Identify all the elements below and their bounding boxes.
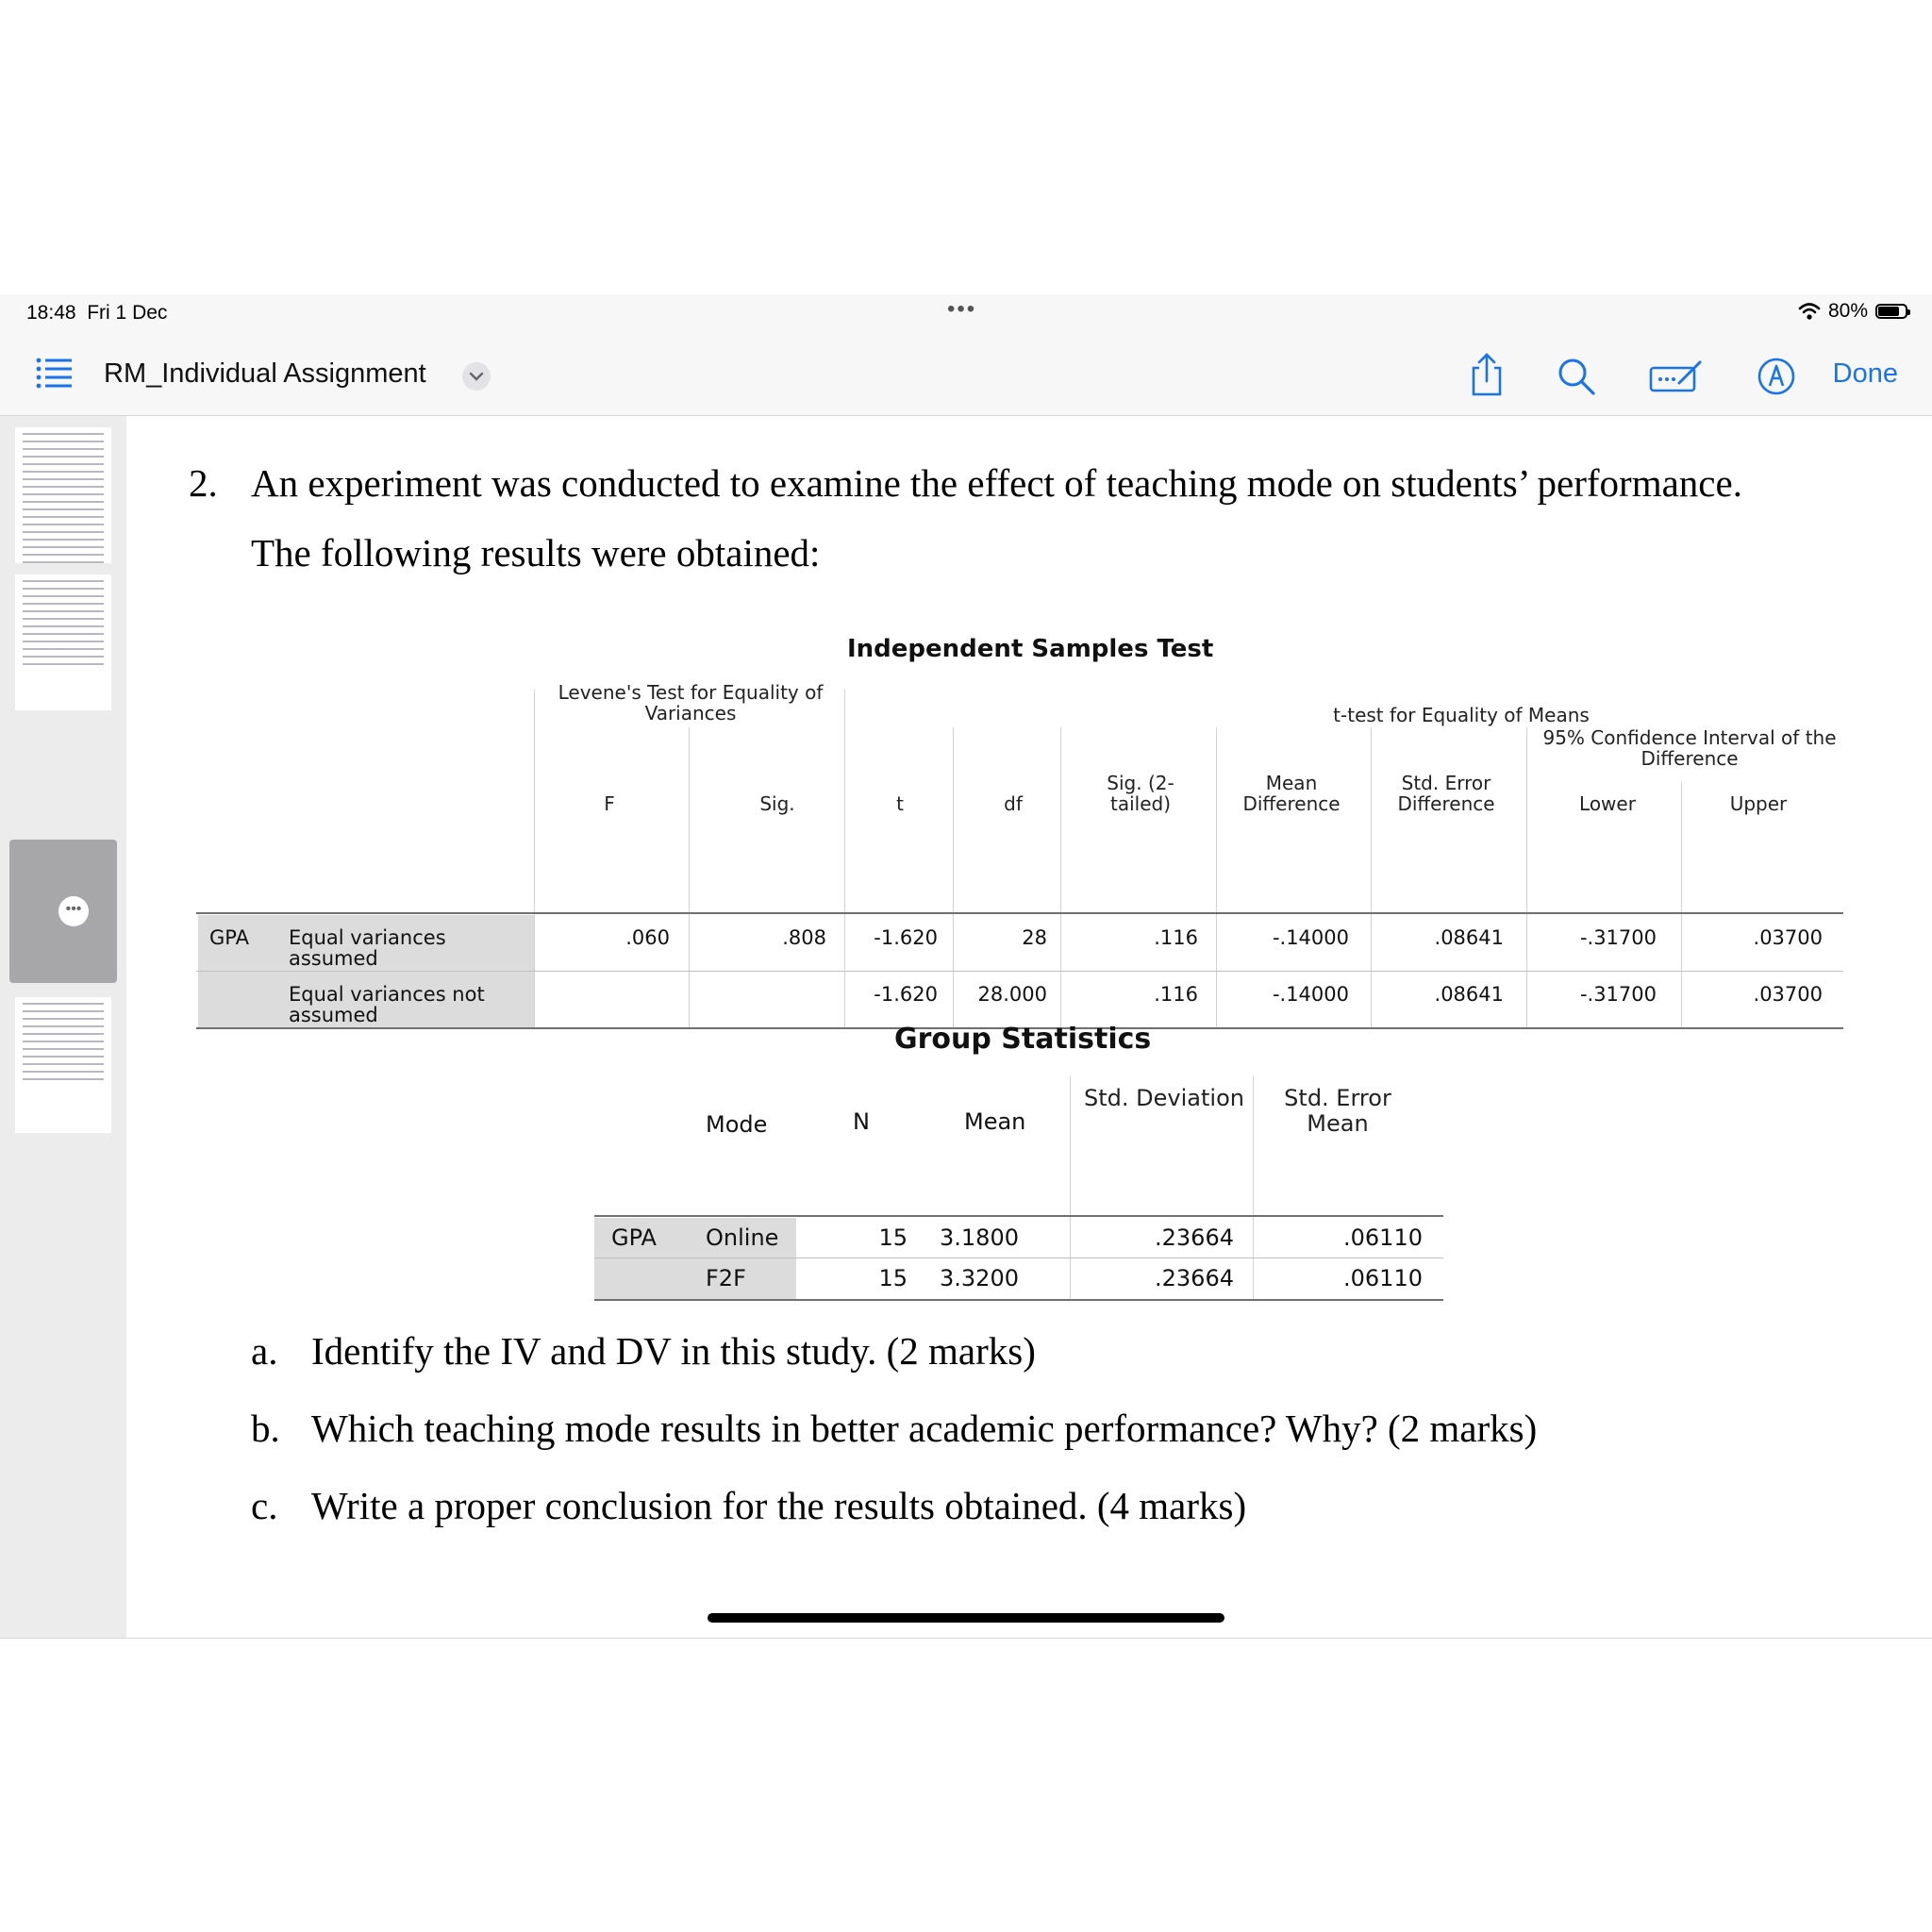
question-line-2: The following results were obtained:	[251, 531, 821, 575]
sub-q-b-text: Which teaching mode results in better academic performance? Why? (2 marks)	[311, 1407, 1538, 1450]
ind-row-2-label: Equal variances not assumed	[289, 983, 485, 1026]
battery-fill	[1878, 307, 1899, 316]
ind-row-1-upper: .03700	[1753, 926, 1823, 949]
sub-q-a-letter: a.	[251, 1329, 278, 1373]
col-std-error-difference: Std. Error Difference	[1397, 772, 1495, 815]
col-lower: Lower	[1579, 792, 1636, 815]
ci-header: 95% Confidence Interval of the Difference	[1542, 726, 1837, 770]
group-col-mode: Mode	[706, 1111, 768, 1138]
col-t: t	[896, 792, 904, 815]
group-row-2-n: 15	[878, 1265, 908, 1291]
ipad-screen	[0, 294, 1932, 1639]
group-col-std-error-mean: Std. Error Mean	[1284, 1085, 1391, 1137]
sub-q-c-letter: c.	[251, 1484, 278, 1527]
ind-row-2-t: -1.620	[874, 983, 938, 1006]
search-icon[interactable]	[1557, 357, 1596, 396]
page-thumbnail-1[interactable]	[15, 427, 111, 563]
thumbnail-more-icon[interactable]: •••	[58, 896, 89, 926]
status-date: Fri 1 Dec	[87, 302, 168, 324]
group-row-1-mode: Online	[706, 1224, 779, 1251]
document-title[interactable]: RM_Individual Assignment	[104, 358, 426, 389]
wifi-icon	[1798, 302, 1821, 321]
col-mean-difference: Mean Difference	[1242, 772, 1341, 815]
share-icon[interactable]	[1468, 353, 1506, 396]
ind-row-1-sig: .808	[782, 926, 826, 949]
markup-icon[interactable]	[1649, 358, 1704, 392]
col-sig: Sig.	[759, 792, 795, 815]
ind-row-1-df: 28	[1022, 926, 1047, 949]
ind-row-1-f: .060	[625, 926, 670, 949]
battery-percent: 80%	[1827, 300, 1868, 322]
ind-row-1-sig2: .116	[1154, 926, 1198, 949]
group-row-2-se: .06110	[1343, 1265, 1423, 1291]
done-button[interactable]: Done	[1832, 358, 1898, 389]
status-clock	[26, 302, 167, 325]
pen-circle-icon[interactable]	[1757, 357, 1796, 396]
col-upper: Upper	[1729, 792, 1788, 815]
group-row-1-se: .06110	[1343, 1224, 1423, 1251]
ind-row-1-lower: -.31700	[1579, 926, 1657, 949]
ind-row-1-se-diff: .08641	[1434, 926, 1504, 949]
page-thumbnail-3-selected[interactable]	[9, 840, 117, 983]
group-row-1-mean: 3.1800	[940, 1224, 1019, 1251]
group-row-2-mean: 3.3200	[940, 1265, 1019, 1291]
group-col-std-deviation: Std. Deviation	[1084, 1085, 1244, 1111]
battery-icon	[1875, 304, 1907, 319]
page-thumbnail-2[interactable]	[15, 575, 111, 710]
status-time: 18:48	[26, 302, 76, 324]
group-row-2-mode: F2F	[706, 1265, 746, 1291]
ind-row-2-lower: -.31700	[1579, 983, 1657, 1006]
status-indicators	[1798, 300, 1907, 323]
chevron-down-icon	[462, 362, 491, 391]
ind-row-2-upper: .03700	[1753, 983, 1823, 1006]
ind-row-1-mean-diff: -.14000	[1272, 926, 1349, 949]
col-sig-2-tailed: Sig. (2-tailed)	[1107, 772, 1174, 815]
sub-q-a-text: Identify the IV and DV in this study. (2 marks)	[311, 1329, 1036, 1373]
sub-q-b-letter: b.	[251, 1407, 280, 1450]
ind-row-1-label: Equal variances assumed	[289, 926, 446, 970]
group-row-1-n: 15	[878, 1224, 908, 1251]
group-row-1-sd: .23664	[1155, 1224, 1234, 1251]
col-f: F	[604, 792, 615, 815]
multitask-dots[interactable]: •••	[947, 296, 977, 322]
ind-row-2-mean-diff: -.14000	[1272, 983, 1349, 1006]
status-bar	[0, 294, 1932, 336]
group-col-n: N	[853, 1108, 870, 1135]
col-df: df	[1004, 792, 1023, 815]
page-thumbnail-4[interactable]	[15, 997, 111, 1133]
ind-row-1-t: -1.620	[874, 926, 938, 949]
levene-header: Levene's Test for Equality of Variances	[558, 681, 824, 724]
page-thumbnail-sidebar	[0, 416, 126, 1638]
title-menu-button[interactable]	[462, 362, 491, 391]
ind-row-2-df: 28.000	[977, 983, 1047, 1006]
home-indicator[interactable]	[708, 1613, 1224, 1623]
group-col-mean: Mean	[964, 1108, 1026, 1135]
ind-var-label: GPA	[209, 926, 249, 949]
question-number: 2.	[189, 461, 218, 505]
sub-q-c-text: Write a proper conclusion for the results obtained. (4 marks)	[311, 1484, 1247, 1527]
group-row-2-sd: .23664	[1155, 1265, 1234, 1291]
ind-test-title: Independent Samples Test	[847, 635, 1214, 663]
ind-row-2-sig2: .116	[1154, 983, 1198, 1006]
ttest-header: t-test for Equality of Means	[1333, 704, 1590, 726]
question-line-1: An experiment was conducted to examine the effect of teaching mode on students’ performance.	[251, 461, 1742, 505]
ind-row-2-se-diff: .08641	[1434, 983, 1504, 1006]
list-icon[interactable]	[36, 357, 74, 389]
document-toolbar	[0, 336, 1932, 416]
document-page	[126, 416, 1932, 1638]
group-stats-title: Group Statistics	[894, 1023, 1152, 1056]
group-var-label: GPA	[611, 1224, 657, 1251]
